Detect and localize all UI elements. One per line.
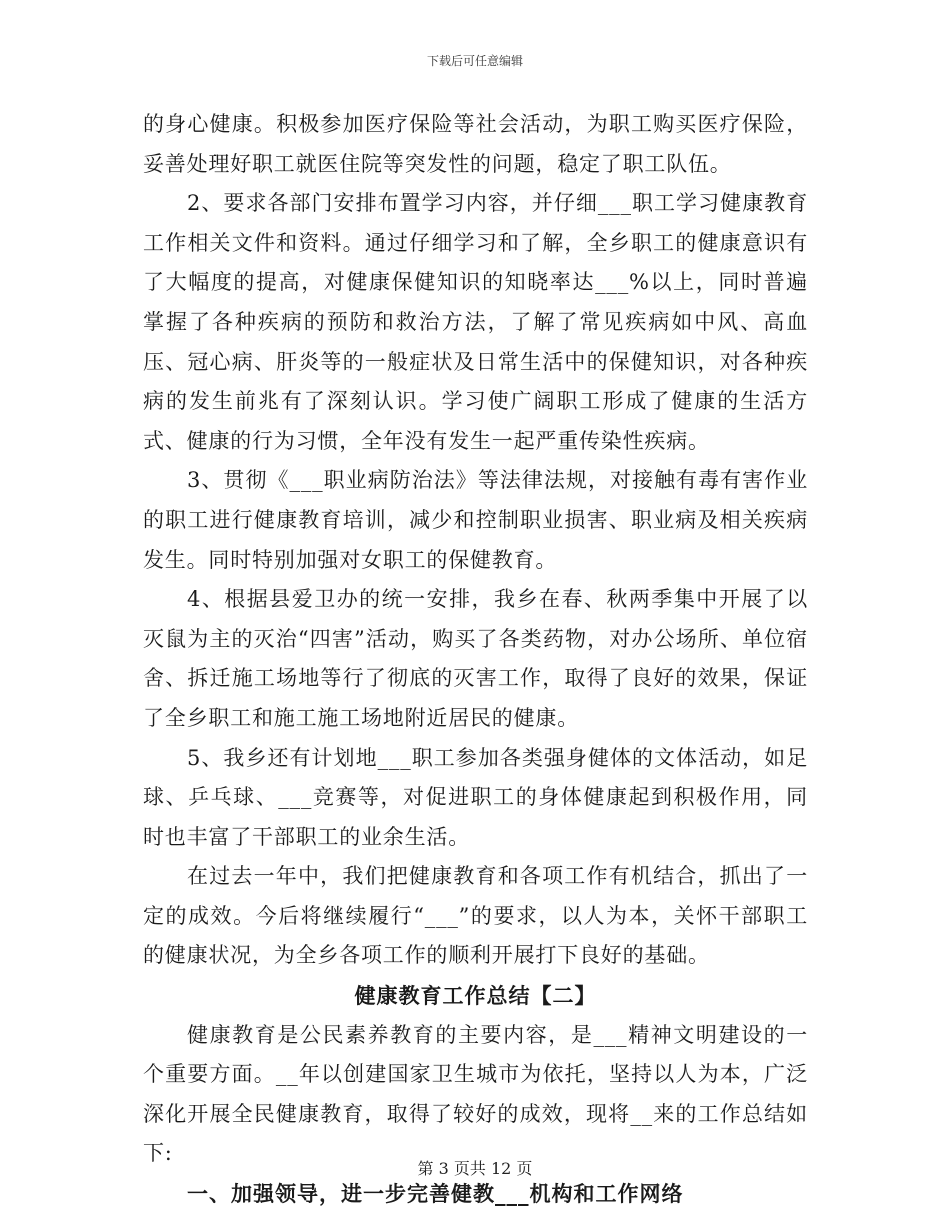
document-body [143, 105, 808, 1214]
paragraph-continuation: 的身心健康。积极参加医疗保险等社会活动，为职工购买医疗保险，妥善处理好职工就医住院等突发性的问题，稳定了职工队伍。 [143, 112, 808, 176]
paragraph-item-5: 5、我乡还有计划地___职工参加各类强身健体的文体活动，如足球、乒乓球、___竞赛等，对促进职工的身体健康起到积极作用，同时也丰富了干部职工的业余生活。 [143, 745, 808, 849]
paragraph-item-3: 3、贯彻《___职业病防治法》等法律法规，对接触有毒有害作业的职工进行健康教育培训，减少和控制职业损害、职业病及相关疾病发生。同时特别加强对女职工的保健教育。 [143, 468, 808, 572]
subheading-1: 一、加强领导，进一步完善健教___机构和工作网络 [187, 1181, 684, 1207]
paragraph-item-2: 2、要求各部门安排布置学习内容，并仔细___职工学习健康教育工作相关文件和资料。通过仔细学习和了解，全乡职工的健康意识有了大幅度的提高，对健康保健知识的知晓率达___%以上，同时普遍掌握了各种疾病的预防和救治方法，了解了常见疾病如中风、高血压、冠心病、肝炎等的一般症状及日常生活中的保健知识，对各种疾病的发生前兆有了深刻认识。学习使广阔职工形成了健康的生活方式、健康的行为习惯，全年没有发生一起严重传染性疾病。 [143, 191, 808, 453]
paragraph-intro: 健康教育是公民素养教育的主要内容，是___精神文明建设的一个重要方面。__年以创建国家卫生城市为依托，坚持以人为本，广泛深化开展全民健康教育，取得了较好的成效，现将__来的工作总结如下: [143, 1022, 808, 1166]
paragraph-item-4: 4、根据县爱卫办的统一安排，我乡在春、秋两季集中开展了以灭鼠为主的灭治“四害”活动，购买了各类药物，对办公场所、单位宿舍、拆迁施工场地等行了彻底的灭害工作，取得了良好的效果，保证了全乡职工和施工施工场地附近居民的健康。 [143, 587, 808, 730]
page-header-note: 下载后可任意编辑 [426, 54, 523, 68]
section-title: 健康教育工作总结【二】 [354, 983, 597, 1009]
paragraph-summary: 在过去一年中，我们把健康教育和各项工作有机结合，抓出了一定的成效。今后将继续履行“___”的要求，以人为本，关怀干部职工的健康状况，为全乡各项工作的顺利开展打下良好的基础。 [143, 864, 808, 968]
page-footer: 第 3 页共 12 页 [417, 1159, 533, 1178]
